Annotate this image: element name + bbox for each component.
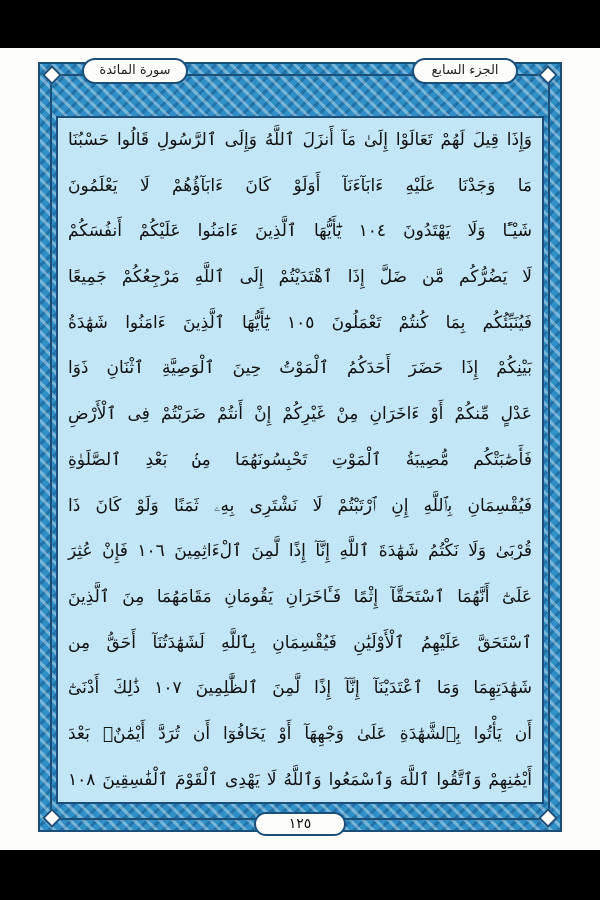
mushaf-page	[0, 48, 600, 850]
text-line: عَدْلٍ مِّنكُمْ أَوْ ءَاخَرَانِ مِنْ غَيْرِكُمْ إِنْ أَنتُمْ ضَرَبْتُمْ فِى ٱلْأَرْضِ	[68, 404, 532, 425]
juz-label: الجزء السابع	[412, 58, 518, 84]
text-line: بَيْنِكُمْ إِذَا حَضَرَ أَحَدَكُمُ ٱلْمَوْتُ حِينَ ٱلْوَصِيَّةِ ٱثْنَانِ ذَوَا	[68, 358, 532, 379]
text-line: فَأَصَٰبَتْكُم مُّصِيبَةُ ٱلْمَوْتِ تَحْبِسُونَهُمَا مِنۢ بَعْدِ ٱلصَّلَوٰةِ	[68, 449, 532, 470]
text-line: وَإِذَا قِيلَ لَهُمْ تَعَالَوْا إِلَىٰ مَآ أَنزَلَ ٱللَّهُ وَإِلَى ٱلرَّسُولِ قَالُوا حَسْبُنَا	[68, 130, 532, 150]
text-line: عَلَىٰٓ أَنَّهُمَا ٱسْتَحَقَّآ إِثْمًا فَـَٔاخَرَانِ يَقُومَانِ مَقَامَهُمَا مِنَ ٱلَّذِينَ	[68, 586, 532, 607]
surah-label: سورة المائدة	[82, 58, 188, 84]
text-line: شَيْـًٔا وَلَا يَهْتَدُونَ ١٠٤ يَٰٓأَيُّهَا ٱلَّذِينَ ءَامَنُوا عَلَيْكُمْ أَنفُسَكُمْ	[68, 221, 532, 242]
text-line: قُرْبَىٰ وَلَا نَكْتُمُ شَهَٰدَةَ ٱللَّهِ إِنَّآ إِذًا لَّمِنَ ٱلْءَاثِمِينَ ١٠٦ فَإِنْ عُثِرَ	[68, 541, 533, 562]
quran-text-area	[56, 116, 544, 804]
text-line: مَا وَجَدْنَا عَلَيْهِ ءَابَآءَنَآ أَوَلَوْ كَانَ ءَابَآؤُهُمْ لَا يَعْلَمُونَ	[68, 175, 532, 196]
text-line: شَهَٰدَتِهِمَا وَمَا ٱعْتَدَيْنَآ إِنَّآ إِذًا لَّمِنَ ٱلظَّٰلِمِينَ ١٠٧ ذَٰلِكَ أَدْنَىٰٓ	[68, 678, 532, 699]
text-line: أَيْمَٰنِهِمْ وَٱتَّقُوا ٱللَّهَ وَٱسْمَعُوا وَٱللَّهُ لَا يَهْدِى ٱلْقَوْمَ ٱلْفَٰسِقِينَ ١٠٨	[68, 769, 532, 790]
text-line: ٱسْتَحَقَّ عَلَيْهِمُ ٱلْأَوْلَيَٰنِ فَيُقْسِمَانِ بِٱللَّهِ لَشَهَٰدَتُنَآ أَحَقُّ مِن	[68, 632, 532, 653]
text-line: لَا يَضُرُّكُم مَّن ضَلَّ إِذَا ٱهْتَدَيْتُمْ إِلَى ٱللَّهِ مَرْجِعُكُمْ جَمِيعًا	[68, 267, 532, 288]
text-line: فَيُنَبِّئُكُم بِمَا كُنتُمْ تَعْمَلُونَ ١٠٥ يَٰٓأَيُّهَا ٱلَّذِينَ ءَامَنُوا شَهَٰدَةُ	[68, 312, 532, 333]
text-line: أَن يَأْتُوا بِٱلشَّهَٰدَةِ عَلَىٰ وَجْهِهَآ أَوْ يَخَافُوٓا أَن تُرَدَّ أَيْمَٰنٌۢ بَعْدَ	[68, 723, 532, 744]
text-line: فَيُقْسِمَانِ بِٱللَّهِ إِنِ ٱرْتَبْتُمْ لَا نَشْتَرِى بِهِۦ ثَمَنًا وَلَوْ كَانَ ذَا	[68, 495, 532, 516]
page-number: ١٢٥	[254, 812, 346, 836]
